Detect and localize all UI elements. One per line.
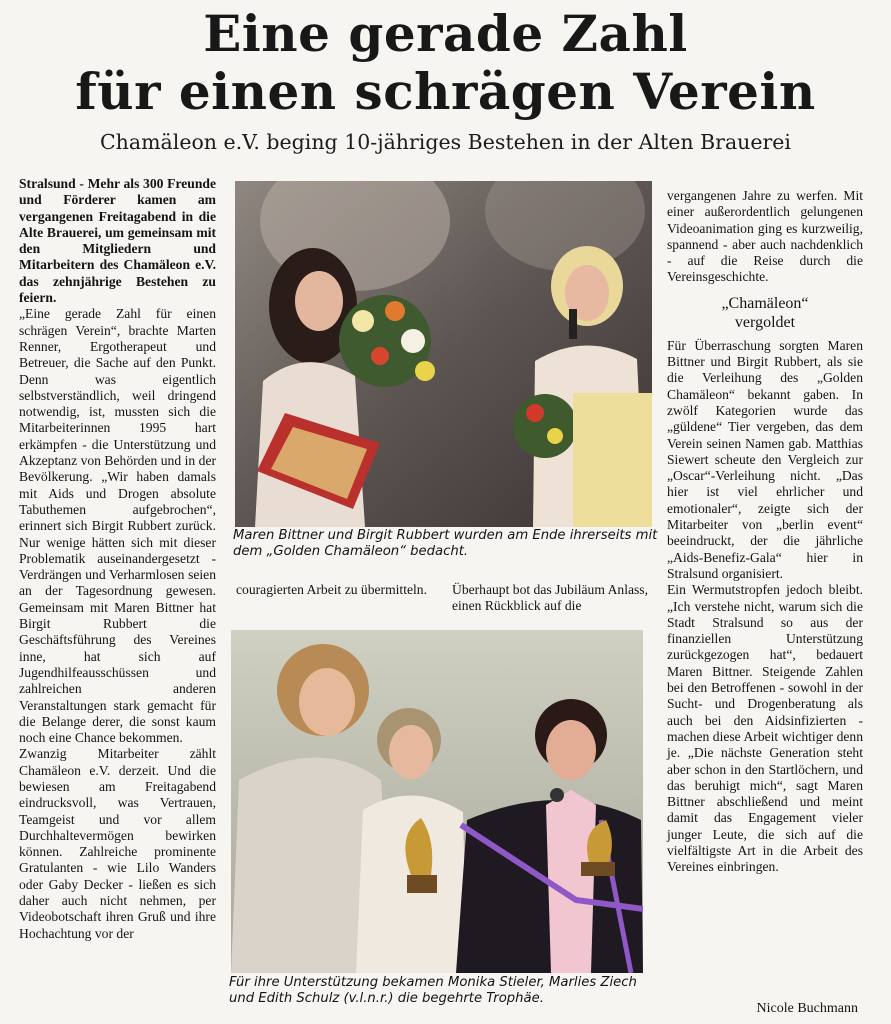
- crosshead-line-2: vergoldet: [734, 313, 796, 331]
- subtitle: Chamäleon e.V. beging 10-jähriges Bestehen in der Alten Brauerei: [100, 130, 791, 154]
- article-column-1: [19, 176, 216, 942]
- headline-line-1: Eine gerade Zahl: [203, 4, 688, 63]
- article-lead: Stralsund - Mehr als 300 Freunde und Förderer kamen am vergangenen Freitagabend in die Alte Brauerei, um gemeinsam mit den Mitgliedern und Mitarbeitern des Chamäleon e.V. das zehnjährige Bestehen zu feiern.: [19, 176, 216, 306]
- article-body-paragraph: „Eine gerade Zahl für einen schrägen Verein“, brachte Marten Renner, Ergotherapeut und Betreuer, die Sache auf den Punkt. Denn was eigentlich selbstverständlich, weil dringend notwendig, ist, mussten sich die Mitarbeiterinnen 1995 hart erkämpfen - die Unterstützung und Akzeptanz von Behörden und in der Bevölkerung. „Wir haben damals mit Aids und Drogen absolute Tabuthemen aufgebrochen“, erinnert sich Birgit Rubbert zurück. Nur wenige hätten sich mit dieser Problematik auseinandergesetzt - Verdrängen und Verharmlosen seien an der Tagesordnung gewesen. Gemeinsam mit Maren Bittner hat Birgit Rubbert die Geschäftsführung des Vereines inne, hat sich auf Jugendhilfeausschüssen und zahlreichen anderen Veranstaltungen stark gemacht für die Belange derer, die sonst kaum noch eine Chance bekommen.: [19, 306, 216, 746]
- article-body-paragraph: Zwanzig Mitarbeiter zählt Chamäleon e.V. derzeit. Und die bewiesen am Freitagabend eindrucksvoll, was Vertrauen, Teamgeist und vor allem Durchhaltevermögen bewirken können. Zahlreiche prominente Gratulanten - wie Lilo Wanders oder Gaby Decker - ließen es sich daher auch nicht nehmen, per Videobotschaft ihren Gruß und ihre Hochachtung vor der: [19, 746, 216, 941]
- article-column-3: [667, 188, 863, 876]
- headline-line-2: für einen schrägen Verein: [75, 62, 816, 121]
- article-body-paragraph: Für Überraschung sorgten Maren Bittner und Birgit Rubbert, als sie die Verleihung des „Golden Chamäleon“ bekannt gaben. In zwölf Kategorien wurde das „güldene“ Tier vergeben, das dem Verein seinen Namen gab. Matthias Siewert scheute den Vergleich zur „Oscar“-Verleihung nicht. „Das hier ist viel ehrlicher und emotionaler“, zeigte sich der Mitarbeiter von „berlin event“ beeindruckt, der die jährliche „Aids-Benefiz-Gala“ hier in Stralsund organisiert.: [667, 337, 863, 581]
- photo-1-image: [235, 181, 652, 527]
- article-body-paragraph: Ein Wermutstropfen jedoch bleibt. „Ich verstehe nicht, warum sich die Stadt Stralsund so aus der finanziellen Unterstützung zurückgezogen hat“, bedauert Maren Bittner. Steigende Zahlen bei den Betroffenen - sowohl in der Sucht- und Drogenberatung als auch bei den Aidsinfizierten - machen diese Arbeit wichtiger denn je. „Die nächste Generation steht aber schon in den Startlöchern, und das beruhigt mich“, sagt Maren Bittner abschließend und meint damit das Engagement vieler junger Leute, die sich auf die vielfältigste Art in die Arbeit des Vereines einbringen.: [667, 582, 863, 875]
- photo-2-image: [231, 630, 643, 973]
- photo-1-caption: Maren Bittner und Birgit Rubbert wurden am Ende ihrerseits mit dem „Golden Chamäleon“ bedacht.: [233, 528, 658, 559]
- article-body-paragraph: vergangenen Jahre zu werfen. Mit einer außerordentlich gelungenen Videoanimation ging es kurzweilig, spannend - aber auch nachdenklich - auf die Reise durch die Vereinsgeschichte.: [667, 188, 863, 285]
- byline: Nicole Buchmann: [756, 1001, 858, 1016]
- article-body-paragraph: Überhaupt bot das Jubiläum Anlass, einen Rückblick auf die: [452, 582, 648, 614]
- photo-award-presenters: [235, 181, 652, 527]
- photo-trophy-recipients: [231, 630, 643, 973]
- crosshead-line-1: „Chamäleon“: [721, 294, 809, 312]
- article-column-2-left: [236, 582, 436, 598]
- article-column-2-right: [452, 582, 648, 615]
- crosshead: [667, 294, 863, 332]
- article-body-paragraph: couragierten Arbeit zu übermitteln.: [236, 582, 427, 597]
- photo-2-caption: Für ihre Unterstützung bekamen Monika Stieler, Marlies Ziech und Edith Schulz (v.l.n.r.) die begehrte Trophäe.: [229, 975, 637, 1006]
